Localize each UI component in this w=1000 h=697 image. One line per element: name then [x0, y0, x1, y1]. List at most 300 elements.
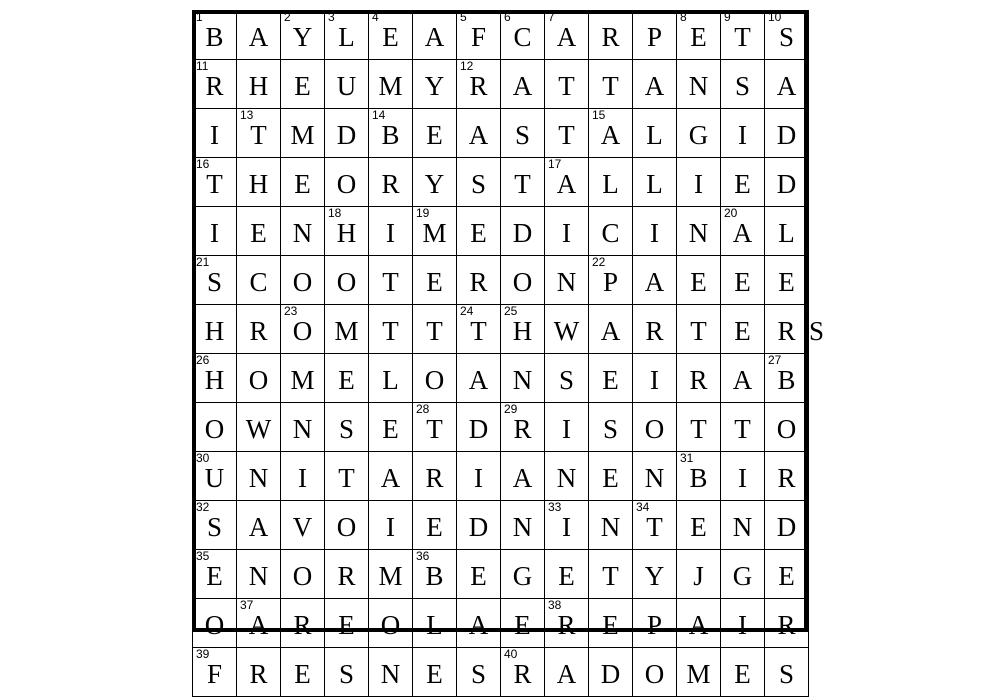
cell-letter: T: [558, 120, 575, 150]
cell-letter: N: [556, 267, 577, 297]
crossword-cell[interactable]: [765, 501, 809, 550]
crossword-cell[interactable]: [721, 305, 765, 354]
crossword-cell[interactable]: [545, 452, 589, 501]
crossword-cell[interactable]: [325, 452, 369, 501]
cell-letter: Y: [644, 561, 665, 591]
crossword-cell[interactable]: [237, 256, 281, 305]
crossword-cell[interactable]: [369, 452, 413, 501]
crossword-cell[interactable]: [765, 452, 809, 501]
cell-letter: T: [250, 120, 267, 150]
cell-letter: E: [426, 659, 443, 689]
cell-letter: R: [249, 659, 268, 689]
crossword-cell[interactable]: [281, 550, 325, 599]
cell-letter: G: [688, 120, 709, 150]
cell-number: 2: [284, 10, 291, 24]
cell-letter: D: [776, 169, 797, 199]
cell-letter: I: [738, 610, 747, 640]
crossword-cell[interactable]: [765, 256, 809, 305]
cell-letter: B: [425, 561, 444, 591]
crossword-cell[interactable]: [721, 256, 765, 305]
crossword-cell[interactable]: [237, 648, 281, 697]
crossword-cell[interactable]: [237, 599, 281, 648]
crossword-cell[interactable]: [589, 354, 633, 403]
cell-number: 11: [196, 59, 209, 73]
cell-letter: E: [690, 512, 707, 542]
crossword-cell[interactable]: [633, 501, 677, 550]
crossword-cell[interactable]: [413, 599, 457, 648]
crossword-cell[interactable]: [369, 354, 413, 403]
crossword-cell[interactable]: [369, 11, 413, 60]
crossword-cell[interactable]: [765, 11, 809, 60]
crossword-cell[interactable]: [501, 550, 545, 599]
crossword-cell[interactable]: [633, 11, 677, 60]
crossword-cell[interactable]: [633, 207, 677, 256]
crossword-cell[interactable]: [413, 305, 457, 354]
crossword-cell[interactable]: [413, 354, 457, 403]
cell-letter: A: [600, 316, 621, 346]
crossword-cell[interactable]: [633, 550, 677, 599]
crossword-cell[interactable]: [765, 354, 809, 403]
crossword-cell[interactable]: [457, 648, 501, 697]
crossword-cell[interactable]: [501, 452, 545, 501]
cell-letter: M: [290, 365, 315, 395]
crossword-cell[interactable]: [501, 648, 545, 697]
cell-letter: I: [650, 365, 659, 395]
crossword-cell[interactable]: [457, 403, 501, 452]
crossword-cell[interactable]: [589, 256, 633, 305]
cell-letter: O: [644, 659, 665, 689]
crossword-cell[interactable]: [325, 256, 369, 305]
cell-letter: E: [294, 659, 311, 689]
crossword-cell[interactable]: [237, 305, 281, 354]
cell-letter: R: [469, 71, 488, 101]
crossword-cell[interactable]: [325, 207, 369, 256]
crossword-cell[interactable]: [765, 207, 809, 256]
crossword-cell[interactable]: [545, 158, 589, 207]
crossword-cell[interactable]: [501, 403, 545, 452]
crossword-cell[interactable]: [193, 501, 237, 550]
crossword-cell[interactable]: [589, 109, 633, 158]
crossword-cell[interactable]: [281, 305, 325, 354]
crossword-cell[interactable]: [193, 550, 237, 599]
crossword-cell[interactable]: [589, 11, 633, 60]
crossword-cell[interactable]: [765, 403, 809, 452]
crossword-cell[interactable]: [325, 501, 369, 550]
crossword-cell[interactable]: [721, 648, 765, 697]
crossword-cell[interactable]: [677, 256, 721, 305]
crossword-cell[interactable]: [193, 256, 237, 305]
crossword-cell[interactable]: [677, 60, 721, 109]
crossword-cell[interactable]: [413, 550, 457, 599]
cell-number: 13: [240, 108, 254, 122]
crossword-cell[interactable]: [457, 60, 501, 109]
cell-letter: O: [204, 610, 225, 640]
crossword-cell[interactable]: [281, 452, 325, 501]
cell-letter: U: [336, 71, 357, 101]
crossword-cell[interactable]: [237, 158, 281, 207]
crossword-cell[interactable]: [545, 354, 589, 403]
cell-letter: O: [292, 316, 313, 346]
crossword-cell[interactable]: [765, 305, 809, 354]
crossword-cell[interactable]: [193, 11, 237, 60]
crossword-cell[interactable]: [677, 305, 721, 354]
crossword-cell[interactable]: [457, 256, 501, 305]
crossword-cell[interactable]: [193, 354, 237, 403]
crossword-cell[interactable]: [545, 109, 589, 158]
crossword-cell[interactable]: [193, 452, 237, 501]
crossword-cell[interactable]: [545, 305, 589, 354]
cell-letter: T: [470, 316, 487, 346]
crossword-cell[interactable]: [281, 11, 325, 60]
cell-letter: E: [602, 365, 619, 395]
crossword-cell[interactable]: [457, 550, 501, 599]
crossword-cell[interactable]: [501, 256, 545, 305]
cell-number: 31: [680, 451, 694, 465]
crossword-cell[interactable]: [501, 599, 545, 648]
crossword-cell[interactable]: [457, 354, 501, 403]
crossword-cell[interactable]: [457, 11, 501, 60]
crossword-cell[interactable]: [369, 60, 413, 109]
crossword-cell[interactable]: [369, 550, 413, 599]
crossword-cell[interactable]: [633, 599, 677, 648]
crossword-cell[interactable]: [369, 403, 413, 452]
crossword-cell[interactable]: [545, 403, 589, 452]
cell-letter: S: [338, 414, 355, 444]
cell-letter: E: [338, 365, 355, 395]
cell-letter: T: [206, 169, 223, 199]
crossword-cell[interactable]: [237, 60, 281, 109]
crossword-cell[interactable]: [413, 403, 457, 452]
crossword-cell[interactable]: [413, 11, 457, 60]
crossword-cell[interactable]: [545, 501, 589, 550]
crossword-cell[interactable]: [193, 305, 237, 354]
cell-letter: M: [422, 218, 447, 248]
cell-letter: S: [558, 365, 575, 395]
crossword-cell[interactable]: [501, 305, 545, 354]
crossword-cell[interactable]: [325, 158, 369, 207]
crossword-cell[interactable]: [193, 158, 237, 207]
crossword-cell[interactable]: [281, 648, 325, 697]
crossword-cell[interactable]: [633, 305, 677, 354]
cell-letter: F: [470, 22, 487, 52]
crossword-cell[interactable]: [325, 11, 369, 60]
cell-number: 32: [196, 500, 210, 514]
crossword-cell[interactable]: [281, 403, 325, 452]
cell-number: 10: [768, 10, 782, 24]
crossword-cell[interactable]: [457, 158, 501, 207]
crossword-cell[interactable]: [589, 403, 633, 452]
crossword-cell[interactable]: [765, 648, 809, 697]
cell-letter: S: [206, 267, 223, 297]
crossword-cell[interactable]: [545, 60, 589, 109]
cell-letter: T: [338, 463, 355, 493]
crossword-cell[interactable]: [721, 599, 765, 648]
cell-letter: T: [426, 316, 443, 346]
crossword-cell[interactable]: [765, 550, 809, 599]
crossword-cell[interactable]: [325, 305, 369, 354]
cell-letter: O: [292, 267, 313, 297]
cell-number: 34: [636, 500, 650, 514]
crossword-cell[interactable]: [633, 452, 677, 501]
crossword-cell[interactable]: [589, 648, 633, 697]
crossword-cell[interactable]: [281, 158, 325, 207]
crossword-cell[interactable]: [193, 648, 237, 697]
cell-letter: E: [778, 267, 795, 297]
cell-letter: Y: [424, 169, 445, 199]
crossword-cell[interactable]: [677, 403, 721, 452]
cell-letter: S: [602, 414, 619, 444]
cell-letter: Y: [292, 22, 313, 52]
crossword-cell[interactable]: [721, 207, 765, 256]
crossword-cell[interactable]: [325, 648, 369, 697]
crossword-cell[interactable]: [369, 158, 413, 207]
cell-letter: M: [378, 561, 403, 591]
cell-letter: W: [245, 414, 272, 444]
cell-letter: E: [470, 218, 487, 248]
cell-letter: H: [248, 71, 269, 101]
crossword-cell[interactable]: [677, 207, 721, 256]
crossword-cell[interactable]: [193, 60, 237, 109]
crossword-cell[interactable]: [237, 452, 281, 501]
cell-letter: A: [644, 267, 665, 297]
crossword-cell[interactable]: [457, 305, 501, 354]
crossword-cell[interactable]: [677, 354, 721, 403]
crossword-cell[interactable]: [413, 256, 457, 305]
crossword-cell[interactable]: [589, 60, 633, 109]
crossword-cell[interactable]: [545, 11, 589, 60]
crossword-cell[interactable]: [765, 109, 809, 158]
cell-letter: S: [514, 120, 531, 150]
crossword-cell[interactable]: [721, 550, 765, 599]
crossword-cell[interactable]: [633, 648, 677, 697]
crossword-cell[interactable]: [457, 599, 501, 648]
crossword-cell[interactable]: [589, 452, 633, 501]
crossword-cell[interactable]: [193, 599, 237, 648]
crossword-cell[interactable]: [193, 403, 237, 452]
crossword-cell[interactable]: [589, 599, 633, 648]
cell-number: 1: [196, 10, 203, 24]
crossword-cell[interactable]: [281, 354, 325, 403]
cell-letter: C: [513, 22, 532, 52]
crossword-cell[interactable]: [237, 109, 281, 158]
crossword-cell[interactable]: [633, 60, 677, 109]
crossword-cell[interactable]: [545, 599, 589, 648]
cell-letter: T: [646, 512, 663, 542]
crossword-cell[interactable]: [413, 648, 457, 697]
cell-letter: T: [602, 71, 619, 101]
crossword-cell[interactable]: [589, 158, 633, 207]
crossword-cell[interactable]: [281, 207, 325, 256]
crossword-cell[interactable]: [721, 501, 765, 550]
crossword-cell[interactable]: [325, 403, 369, 452]
cell-letter: D: [468, 512, 489, 542]
crossword-cell[interactable]: [237, 403, 281, 452]
crossword-cell[interactable]: [281, 599, 325, 648]
cell-letter: R: [469, 267, 488, 297]
crossword-cell[interactable]: [545, 207, 589, 256]
cell-letter: R: [645, 316, 664, 346]
crossword-cell[interactable]: [369, 599, 413, 648]
cell-letter: R: [601, 22, 620, 52]
crossword-cell[interactable]: [721, 354, 765, 403]
crossword-grid[interactable]: [192, 10, 825, 697]
crossword-cell[interactable]: [369, 256, 413, 305]
crossword-cell[interactable]: [457, 207, 501, 256]
cell-letter: A: [688, 610, 709, 640]
cell-letter: N: [556, 463, 577, 493]
cell-letter: C: [249, 267, 268, 297]
cell-letter: I: [738, 120, 747, 150]
crossword-cell[interactable]: [413, 109, 457, 158]
crossword-cell[interactable]: [677, 550, 721, 599]
crossword-cell[interactable]: [589, 207, 633, 256]
crossword-cell[interactable]: [589, 305, 633, 354]
crossword-cell[interactable]: [677, 599, 721, 648]
crossword-cell[interactable]: [501, 158, 545, 207]
crossword-cell[interactable]: [545, 550, 589, 599]
crossword-cell[interactable]: [237, 11, 281, 60]
crossword-cell[interactable]: [237, 207, 281, 256]
cell-letter: T: [382, 267, 399, 297]
cell-letter: O: [336, 169, 357, 199]
cell-number: 25: [504, 304, 518, 318]
cell-letter: I: [386, 218, 395, 248]
cell-letter: E: [734, 316, 751, 346]
crossword-cell[interactable]: [677, 158, 721, 207]
crossword-cell[interactable]: [721, 60, 765, 109]
crossword-cell[interactable]: [677, 11, 721, 60]
crossword-cell[interactable]: [369, 207, 413, 256]
crossword-cell[interactable]: [677, 501, 721, 550]
crossword-cell[interactable]: [325, 60, 369, 109]
crossword-row: [193, 599, 809, 648]
cell-letter: N: [732, 512, 753, 542]
crossword-cell[interactable]: [633, 354, 677, 403]
crossword-cell[interactable]: [765, 158, 809, 207]
crossword-cell[interactable]: [545, 648, 589, 697]
cell-letter: B: [381, 120, 400, 150]
cell-number: 37: [240, 598, 254, 612]
crossword-cell[interactable]: [765, 599, 809, 648]
crossword-cell[interactable]: [237, 354, 281, 403]
cell-number: 20: [724, 206, 738, 220]
crossword-cell[interactable]: [633, 403, 677, 452]
crossword-cell[interactable]: [281, 109, 325, 158]
crossword-cell[interactable]: [721, 11, 765, 60]
crossword-cell[interactable]: [413, 207, 457, 256]
cell-letter: M: [334, 316, 359, 346]
crossword-cell[interactable]: [677, 109, 721, 158]
crossword-cell[interactable]: [457, 501, 501, 550]
crossword-cell[interactable]: [765, 60, 809, 109]
crossword-cell[interactable]: [237, 550, 281, 599]
cell-letter: R: [777, 316, 796, 346]
cell-letter: E: [602, 610, 619, 640]
crossword-cell[interactable]: [457, 109, 501, 158]
crossword-cell[interactable]: [413, 501, 457, 550]
cell-letter: T: [734, 414, 751, 444]
crossword-cell[interactable]: [457, 452, 501, 501]
crossword-cell[interactable]: [325, 109, 369, 158]
cell-number: 6: [504, 10, 511, 24]
cell-letter: D: [468, 414, 489, 444]
crossword-cell[interactable]: [589, 550, 633, 599]
crossword-cell[interactable]: [721, 158, 765, 207]
cell-letter: I: [298, 463, 307, 493]
cell-letter: L: [602, 169, 619, 199]
crossword-cell[interactable]: [677, 452, 721, 501]
crossword-cell[interactable]: [721, 403, 765, 452]
cell-letter: I: [562, 414, 571, 444]
cell-letter: D: [512, 218, 533, 248]
crossword-cell[interactable]: [369, 648, 413, 697]
crossword-cell[interactable]: [545, 256, 589, 305]
crossword-cell[interactable]: [413, 158, 457, 207]
cell-letter: N: [512, 365, 533, 395]
cell-letter: R: [777, 463, 796, 493]
cell-number: 35: [196, 549, 210, 563]
crossword-cell[interactable]: [501, 207, 545, 256]
cell-letter: I: [386, 512, 395, 542]
crossword-cell[interactable]: [413, 60, 457, 109]
cell-number: 14: [372, 108, 386, 122]
cell-letter: A: [424, 22, 445, 52]
crossword-cell[interactable]: [501, 60, 545, 109]
crossword-cell[interactable]: [369, 501, 413, 550]
crossword-cell[interactable]: [677, 648, 721, 697]
crossword-cell[interactable]: [501, 109, 545, 158]
crossword-row: [193, 452, 809, 501]
crossword-cell[interactable]: [325, 550, 369, 599]
crossword-cell[interactable]: [501, 354, 545, 403]
crossword-cell[interactable]: [501, 11, 545, 60]
cell-letter: N: [644, 463, 665, 493]
cell-letter: E: [294, 71, 311, 101]
crossword-cell[interactable]: [281, 256, 325, 305]
cell-letter: J: [693, 561, 704, 591]
cell-letter: O: [776, 414, 797, 444]
crossword-cell[interactable]: [281, 501, 325, 550]
cell-number: 33: [548, 500, 562, 514]
crossword-cell[interactable]: [281, 60, 325, 109]
crossword-cell[interactable]: [589, 501, 633, 550]
crossword-cell[interactable]: [193, 207, 237, 256]
cell-letter: O: [248, 365, 269, 395]
crossword-cell[interactable]: [237, 501, 281, 550]
crossword-row: [193, 11, 809, 60]
cell-number: 28: [416, 402, 430, 416]
crossword-row: [193, 256, 809, 305]
cell-letter: G: [512, 561, 533, 591]
cell-number: 5: [460, 10, 467, 24]
crossword-cell[interactable]: [633, 109, 677, 158]
cell-letter: E: [382, 414, 399, 444]
crossword-cell[interactable]: [633, 158, 677, 207]
crossword-cell[interactable]: [325, 354, 369, 403]
crossword-cell[interactable]: [721, 452, 765, 501]
crossword-cell[interactable]: [369, 305, 413, 354]
crossword-cell[interactable]: [721, 109, 765, 158]
cell-letter: A: [468, 610, 489, 640]
crossword-cell[interactable]: [633, 256, 677, 305]
crossword-cell[interactable]: [501, 501, 545, 550]
cell-letter: N: [688, 218, 709, 248]
crossword-cell[interactable]: [369, 109, 413, 158]
crossword-cell[interactable]: [325, 599, 369, 648]
cell-letter: D: [336, 120, 357, 150]
crossword-cell[interactable]: [193, 109, 237, 158]
crossword-cell[interactable]: [413, 452, 457, 501]
